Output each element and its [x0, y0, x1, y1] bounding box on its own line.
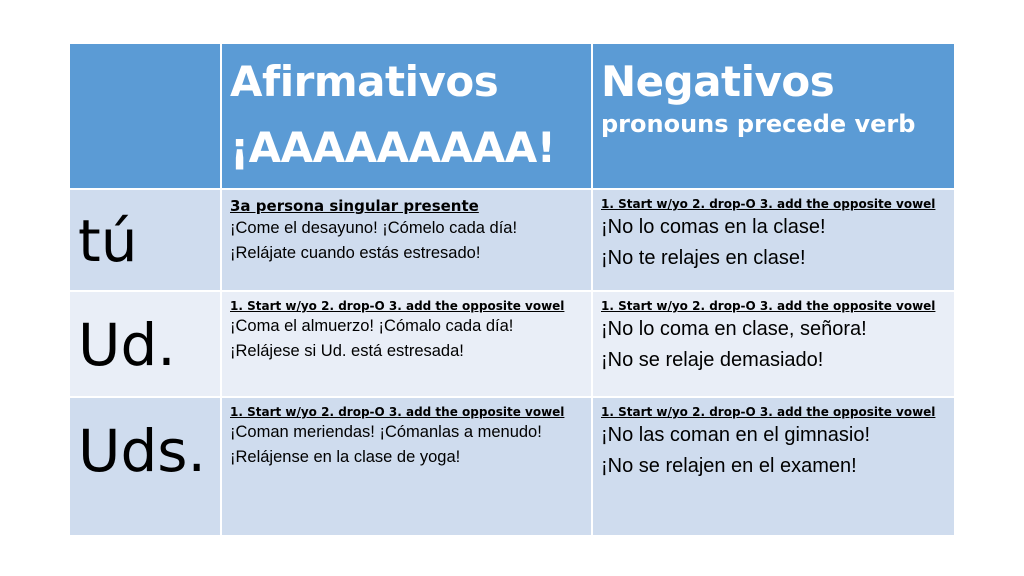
example-line: ¡Relájense en la clase de yoga!	[230, 448, 461, 466]
rule-steps: 1. Start w/yo 2. drop-O 3. add the opposite vowel	[230, 405, 565, 419]
header-afirmativos-cell	[222, 44, 591, 188]
example-line: ¡Coma el almuerzo! ¡Cómalo cada día!	[230, 317, 514, 335]
negativos-title: Negativos	[601, 57, 835, 106]
example-line: ¡No lo comas en la clase!	[601, 216, 826, 238]
afirmativos-subtitle: ¡AAAAAAAAA!	[230, 123, 556, 172]
affirmative-cell-uds	[222, 398, 591, 535]
subject-label: Ud.	[78, 311, 176, 379]
example-line: ¡Come el desayuno! ¡Cómelo cada día!	[230, 219, 518, 237]
afirmativos-title: Afirmativos	[230, 57, 499, 106]
example-line: ¡Relájese si Ud. está estresada!	[230, 342, 464, 360]
rule-heading: 3a persona singular presente	[230, 197, 479, 215]
header-negativos-cell	[593, 44, 954, 188]
rule-steps: 1. Start w/yo 2. drop-O 3. add the opposite vowel	[601, 405, 936, 419]
rule-steps: 1. Start w/yo 2. drop-O 3. add the opposite vowel	[601, 197, 936, 211]
subject-label: Uds.	[78, 417, 206, 485]
example-line: ¡Coman meriendas! ¡Cómanlas a menudo!	[230, 423, 542, 441]
subject-cell-uds	[70, 398, 220, 535]
example-line: ¡No las coman en el gimnasio!	[601, 424, 871, 446]
negative-cell-uds	[593, 398, 954, 535]
example-line: ¡Relájate cuando estás estresado!	[230, 244, 481, 262]
negative-cell-tu	[593, 190, 954, 290]
affirmative-cell-ud	[222, 292, 591, 396]
negative-cell-ud	[593, 292, 954, 396]
affirmative-cell-tu	[222, 190, 591, 290]
example-line: ¡No te relajes en clase!	[601, 247, 806, 269]
example-line: ¡No se relajen en el examen!	[601, 455, 857, 477]
subject-label: tú	[78, 207, 138, 275]
rule-steps: 1. Start w/yo 2. drop-O 3. add the opposite vowel	[230, 299, 565, 313]
subject-cell-ud	[70, 292, 220, 396]
example-line: ¡No lo coma en clase, señora!	[601, 318, 867, 340]
commands-table	[70, 44, 954, 533]
negativos-subtitle: pronouns precede verb	[601, 110, 916, 138]
rule-steps: 1. Start w/yo 2. drop-O 3. add the opposite vowel	[601, 299, 936, 313]
subject-cell-tu	[70, 190, 220, 290]
header-corner-cell	[70, 44, 220, 188]
example-line: ¡No se relaje demasiado!	[601, 349, 824, 371]
